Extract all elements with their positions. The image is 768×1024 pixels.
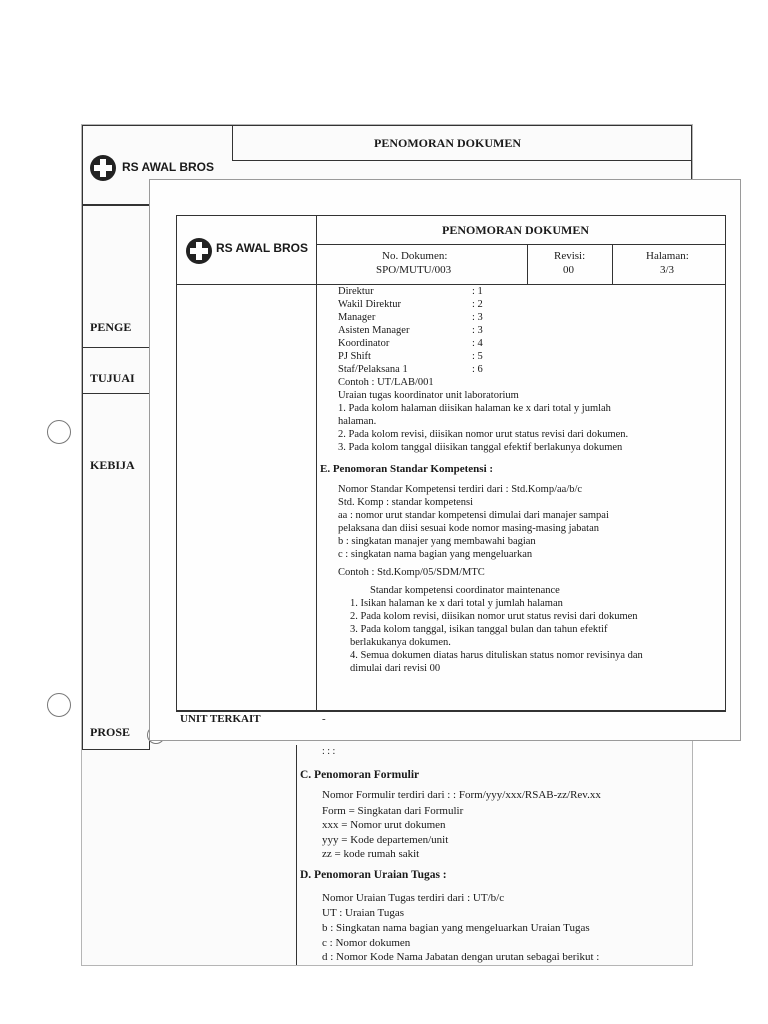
position-code: : 3: [472, 325, 483, 336]
back-line: : : :: [322, 746, 336, 757]
position-name: Koordinator: [338, 338, 390, 349]
content-line: Contoh : Std.Komp/05/SDM/MTC: [338, 567, 485, 578]
back-line: UT : Uraian Tugas: [322, 907, 404, 919]
content-line: 2. Pada kolom revisi, diisikan nomor urut status revisi dari dokumen.: [338, 429, 629, 440]
content-line: pelaksana dan diisi sesuai kode nomor masing-masing jabatan: [338, 523, 599, 534]
content-line: 3. Pada kolom tanggal diisikan tanggal efektif berlakunya dokumen: [338, 442, 623, 453]
content-line: Standar kompetensi coordinator maintenance: [370, 585, 560, 596]
back-line: c : Nomor dokumen: [322, 937, 411, 949]
back-side-label-3: KEBIJA: [90, 458, 135, 472]
section-heading: E. Penomoran Standar Kompetensi :: [320, 463, 494, 475]
position-code: : 5: [472, 351, 483, 362]
front-logo-icon: [186, 238, 212, 264]
back-side-label-4: PROSE: [90, 725, 131, 739]
unit-terkait-value: -: [322, 713, 326, 725]
back-line: Nomor Uraian Tugas terdiri dari : UT/b/c: [322, 892, 505, 904]
binder-hole: [47, 693, 71, 717]
position-name: Direktur: [338, 286, 374, 297]
back-section-c: C. Penomoran Formulir: [300, 769, 420, 781]
back-divider: [82, 393, 150, 394]
content-line: Std. Komp : standar kompetensi: [338, 497, 474, 508]
halaman-value: 3/3: [660, 264, 675, 276]
back-line: Nomor Formulir terdiri dari : : Form/yyy/xxx/RSAB-zz/Rev.xx: [322, 789, 601, 801]
back-side-label-2: TUJUAI: [90, 371, 135, 385]
doc-number-label: No. Dokumen:: [382, 250, 448, 262]
binder-hole: [47, 420, 71, 444]
position-name: Staf/Pelaksana 1: [338, 364, 408, 375]
back-line: d : Nomor Kode Nama Jabatan dengan urutan sebagai berikut :: [322, 951, 600, 963]
doc-number-value: SPO/MUTU/003: [376, 264, 452, 276]
content-line: Nomor Standar Kompetensi terdiri dari : Std.Komp/aa/b/c: [338, 484, 583, 495]
back-title: PENOMORAN DOKUMEN: [374, 136, 521, 150]
position-name: Manager: [338, 312, 376, 323]
back-line: zz = kode rumah sakit: [322, 848, 420, 860]
front-logo-text: RS AWAL BROS: [216, 241, 309, 255]
content-line: 1. Isikan halaman ke x dari total y jumlah halaman: [350, 598, 563, 609]
position-code: : 4: [472, 338, 483, 349]
content-line: Contoh : UT/LAB/001: [338, 377, 434, 388]
back-line: xxx = Nomor urut dokumen: [322, 819, 446, 831]
back-logo-text: RS AWAL BROS: [122, 160, 215, 174]
content-line: halaman.: [338, 416, 377, 427]
front-title: PENOMORAN DOKUMEN: [442, 223, 589, 237]
position-code: : 1: [472, 286, 483, 297]
back-divider: [82, 347, 150, 348]
back-line: Form = Singkatan dari Formulir: [322, 805, 464, 817]
back-logo-icon: [90, 155, 116, 181]
back-left-column: [82, 205, 150, 750]
revisi-value: 00: [563, 264, 574, 276]
content-line: Uraian tugas koordinator unit laboratorium: [338, 390, 519, 401]
content-line: 2. Pada kolom revisi, diisikan nomor urut status revisi dari dokumen: [350, 611, 638, 622]
content-line: berlakukanya dokumen.: [350, 637, 451, 648]
content-line: 1. Pada kolom halaman diisikan halaman ke x dari total y jumlah: [338, 403, 611, 414]
content-line: b : singkatan manajer yang membawahi bagian: [338, 536, 536, 547]
front-unit-divider: [176, 710, 726, 711]
back-section-d: D. Penomoran Uraian Tugas :: [300, 869, 447, 881]
content-line: 4. Semua dokumen diatas harus dituliskan status nomor revisinya dan: [350, 650, 643, 661]
back-line: b : Singkatan nama bagian yang mengeluarkan Uraian Tugas: [322, 922, 590, 934]
position-name: Asisten Manager: [338, 325, 410, 336]
front-document-page: [150, 180, 740, 740]
front-column-divider: [316, 284, 317, 712]
revisi-label: Revisi:: [554, 250, 586, 262]
position-code: : 2: [472, 299, 483, 310]
content-line: dimulai dari revisi 00: [350, 663, 441, 674]
back-line: yyy = Kode departemen/unit: [322, 834, 449, 846]
position-name: PJ Shift: [338, 351, 371, 362]
unit-terkait-label: UNIT TERKAIT: [180, 713, 261, 725]
position-name: Wakil Direktur: [338, 299, 402, 310]
halaman-label: Halaman:: [646, 250, 689, 262]
back-side-label-1: PENGE: [90, 320, 132, 334]
content-line: 3. Pada kolom tanggal, isikan tanggal bulan dan tahun efektif: [350, 624, 608, 635]
position-code: : 3: [472, 312, 483, 323]
position-code: : 6: [472, 364, 483, 375]
content-line: aa : nomor urut standar kompetensi dimulai dari manajer sampai: [338, 510, 609, 521]
content-line: c : singkatan nama bagian yang mengeluarkan: [338, 549, 533, 560]
